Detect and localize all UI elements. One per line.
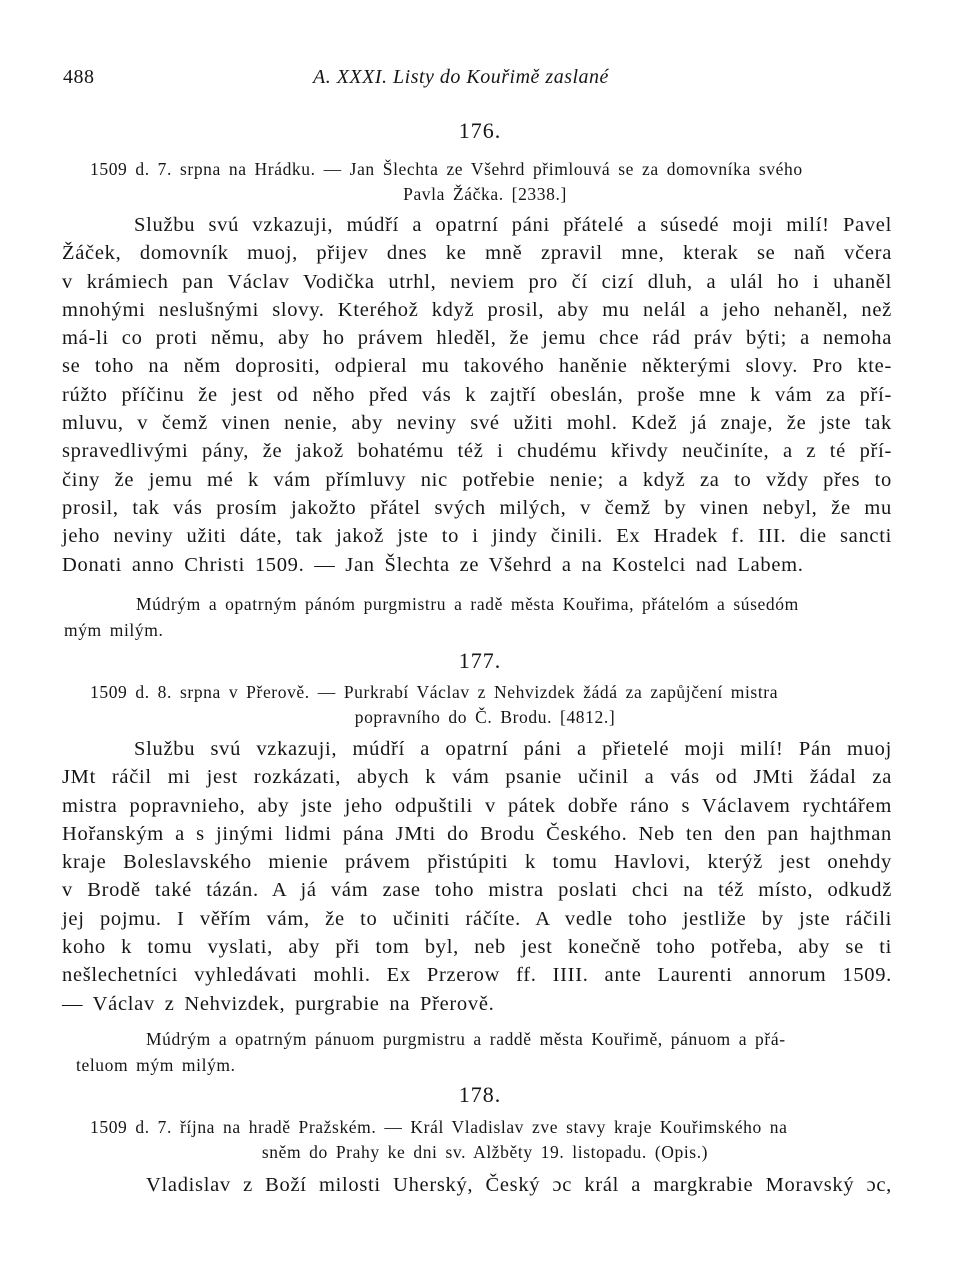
body-line: Hořanským a s jinými lidmi pána JMti do Brodu Českého. Neb ten den pan hajthman bbox=[62, 822, 892, 845]
address-line: Múdrým a opatrným pánóm purgmistru a radě města Kouřima, přátelóm a súsedóm bbox=[136, 594, 799, 614]
body-line: — Václav z Nehvizdek, purgrabie na Přerově. bbox=[62, 992, 495, 1015]
document-number-176: 176. bbox=[458, 118, 502, 143]
running-head: A. XXXI. Listy do Kouřimě zaslané bbox=[313, 66, 609, 88]
address-line: Múdrým a opatrným pánuom purgmistru a raddě města Kouřimě, pánuom a přá- bbox=[146, 1029, 786, 1049]
body-line: Donati anno Christi 1509. — Jan Šlechta ze Všehrd a na Kostelci nad Labem. bbox=[62, 553, 804, 576]
heading-line: Pavla Žáčka. [2338.] bbox=[403, 184, 567, 204]
body-line: v krámiech pan Václav Vodička utrhl, neviem pro čí cizí dluh, a ulál ho i uhaněl bbox=[62, 270, 892, 293]
heading-line: sněm do Prahy ke dni sv. Alžběty 19. listopadu. (Opis.) bbox=[261, 1142, 709, 1162]
body-line: jej pojmu. I věřím vám, že to učiniti ráčíte. A vedle toho jestliže by jste ráčili bbox=[62, 907, 892, 930]
document-address-177 bbox=[64, 1027, 894, 1078]
address-line: teluom mým milým. bbox=[76, 1054, 236, 1075]
body-line: rúžto příčinu že jest od něho před vás k zajtří obeslán, proše mne k vám za pří- bbox=[62, 383, 892, 406]
body-line: mnohými neslušnými slovy. Kteréhož když prosil, aby mu nelál a jeho nehaněl, než bbox=[62, 298, 892, 321]
body-line: Vladislav z Boží milosti Uherský, Český ɔc král a margkrabie Moravský ɔc, bbox=[146, 1174, 892, 1196]
body-line: kraje Boleslavského mienie právem přistúpiti k tomu Havlovi, kterýž jest onehdy bbox=[62, 851, 892, 874]
body-line: v Brodě také tázán. A já vám zase toho mistra poslati chci na též místo, odkudž bbox=[62, 879, 892, 902]
body-line: má-li co proti němu, aby ho právem hleděl, že jemu chce rád práv býti; a nemoha bbox=[62, 327, 892, 350]
document-address-176 bbox=[64, 592, 894, 643]
body-line: Žáček, domovník muoj, přijev dnes ke mně zpravil mne, kterak se naň včera bbox=[62, 242, 892, 265]
address-line: mým milým. bbox=[64, 619, 164, 640]
body-line: mluvu, v čemž vinen nenie, aby neviny své užiti mohl. Kdež já znaje, že jste tak bbox=[62, 412, 892, 435]
heading-line: popravního do Č. Brodu. [4812.] bbox=[354, 707, 616, 727]
body-line: prosil, tak vás prosím jakožto přátel svých milých, v čemž by vinen nebyl, že mu bbox=[62, 496, 892, 519]
heading-line: 1509 d. 7. srpna na Hrádku. — Jan Šlechta ze Všehrd přimlouvá se za domovníka svého bbox=[90, 159, 803, 179]
body-line: Službu svú vzkazuji, múdří a opatrní páni a přietelé moji milí! Pán muoj bbox=[134, 738, 892, 760]
heading-line: 1509 d. 7. října na hradě Pražském. — Král Vladislav zve stavy kraje Kouřimského na bbox=[90, 1117, 788, 1137]
document-heading-177 bbox=[90, 680, 880, 730]
page-header bbox=[63, 66, 903, 96]
body-line: jeho neviny užiti dáte, tak jakož jste to i jindy činili. Ex Hradek f. III. die sancti bbox=[62, 525, 892, 548]
document-heading-176 bbox=[90, 157, 880, 207]
body-line: se toho na něm doprositi, odpieral mu takového haněnie některými slovy. Pro kte- bbox=[62, 355, 892, 378]
body-line: činy že jemu mé k vám přímluvy nic potřebie nenie; a když za to vždy přes to bbox=[62, 468, 892, 491]
body-line: mistra popravnieho, aby jste jeho odpuštili v pátek dobře ráno s Václavem rychtářem bbox=[62, 794, 892, 817]
body-line: JMt ráčil mi jest rozkázati, abych k vám psanie učinil a vás od JMti žádal za bbox=[62, 766, 892, 789]
heading-line: 1509 d. 8. srpna v Přerově. — Purkrabí Václav z Nehvizdek žádá za zapůjčení mistra bbox=[90, 682, 779, 702]
document-number-178: 178. bbox=[458, 1082, 502, 1107]
body-line: nešlechetníci vyhledávati mohli. Ex Przerow ff. IIII. ante Laurenti annorum 1509. bbox=[62, 964, 892, 987]
document-body-176 bbox=[62, 211, 892, 579]
document-heading-178 bbox=[90, 1115, 880, 1165]
page-number: 488 bbox=[63, 66, 95, 88]
body-line: koho k tomu vyslati, aby při tom byl, neb jest konečně toho potřeba, aby se ti bbox=[62, 936, 892, 959]
body-line: Službu svú vzkazuji, múdří a opatrní páni přátelé a súsedé moji milí! Pavel bbox=[134, 214, 892, 236]
document-body-178 bbox=[62, 1171, 892, 1199]
body-line: spravedlivými pány, že jakož bohatému též i chudému křivdy neučiníte, a z té pří- bbox=[62, 440, 892, 463]
document-number-177: 177. bbox=[458, 648, 502, 673]
document-body-177 bbox=[62, 735, 892, 1018]
